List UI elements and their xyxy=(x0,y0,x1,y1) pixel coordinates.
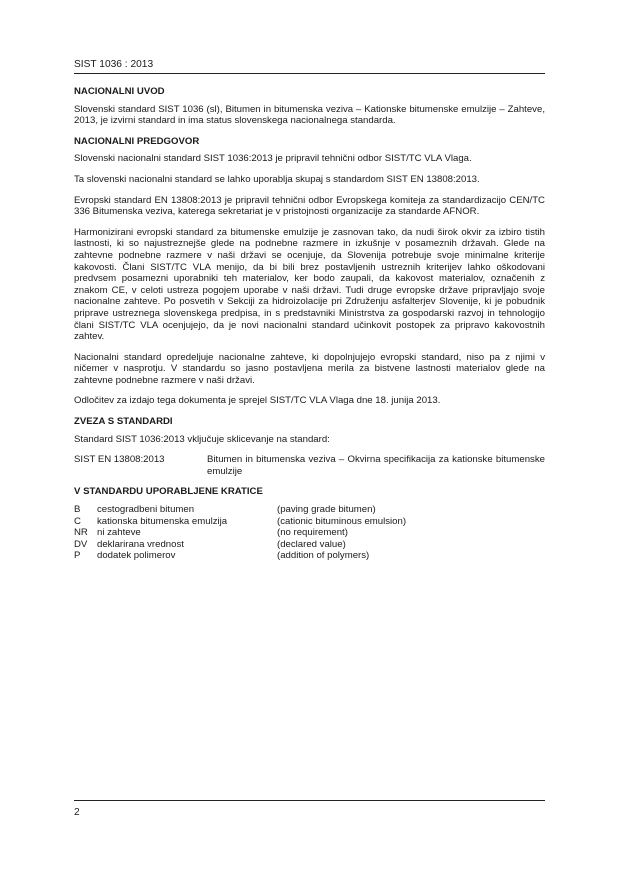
paragraph: Nacionalni standard opredeljuje nacionalne zahteve, ki dopolnjujejo evropski standard, niso pa z njimi v ničemer v nasprotju. V standardu so jasno postavljena merila za bistvene lastnosti materialov glede na zahtevne podnebne razmere v naši državi. xyxy=(74,351,545,386)
paragraph: Slovenski nacionalni standard SIST 1036:2013 je pripravil tehnični odbor SIST/TC VLA Vlaga. xyxy=(74,153,472,165)
page-number: 2 xyxy=(74,807,80,818)
abbr-slovene: ni zahteve xyxy=(97,527,141,539)
table-row xyxy=(74,527,406,539)
standard-reference xyxy=(74,454,545,477)
abbr-slovene: cestogradbeni bitumen xyxy=(97,504,195,516)
header-doc-id: SIST 1036 : 2013 xyxy=(74,59,154,70)
abbr-code: NR xyxy=(74,527,88,539)
paragraph: Standard SIST 1036:2013 vključuje sklicevanje na standard: xyxy=(74,433,330,445)
abbr-slovene: dodatek polimerov xyxy=(97,550,176,562)
abbr-code: C xyxy=(74,515,81,527)
abbr-code: B xyxy=(74,504,81,516)
table-row xyxy=(74,516,406,528)
abbr-english: (declared value) xyxy=(277,538,346,550)
table-row xyxy=(74,550,406,562)
abbr-english: (addition of polymers) xyxy=(277,550,370,562)
paragraph: Evropski standard EN 13808:2013 je pripravil tehnični odbor Evropskega komiteja za standardizacijo CEN/TC 336 Bitumenska veziva, katerega sekretariat je v pristojnosti organizacije za standarde AFNOR. xyxy=(74,194,545,218)
abbr-english: (no requirement) xyxy=(277,527,348,539)
heading-nacionalni-uvod: NACIONALNI UVOD xyxy=(74,86,165,97)
page-footer xyxy=(74,800,545,818)
abbr-english: (paving grade bitumen) xyxy=(277,504,376,516)
running-header xyxy=(74,59,545,74)
heading-nacionalni-predgovor: NACIONALNI PREDGOVOR xyxy=(74,135,200,147)
abbr-english: (cationic bituminous emulsion) xyxy=(277,515,407,527)
paragraph: Harmonizirani evropski standard za bitumenske emulzije je zasnovan tako, da nudi širok okvir za izbiro tistih lastnosti, ki so najustreznejše glede na podnebne razmere in izkušnje v posameznih državah. Glede na zahtevne podnebne razmere v naši državi se ocenjuje, da Slovenija potrebuje svoje minimalne kriterije kakovosti. Člani SIST/TC VLA menijo, da bi bili brez postavljenih ustreznih kriterijev lahko oškodovani predvsem posamezni uporabniki teh materialov, ker bodo zaupali, da kakovost materialov, označenih z znakom CE, v celoti ustreza pogojem uporabe v naši državi. Tudi druge evropske države pripravljajo svoje nacionalne zahteve. Po posvetih v Sekciji za hidroizolacije pri Združenju asfalterjev Slovenije, ki je pobudnik priprave ustreznega slovenskega predpisa, in s predstavniki Ministrstva za gospodarski razvoj in tehnologijo člani SIST/TC VLA ocenjujejo, da je novi nacionalni standard učinkovit postopek za pripravo kakovostnih zahtev. xyxy=(74,226,545,343)
reference-code: SIST EN 13808:2013 xyxy=(74,454,165,466)
heading-kratice: V STANDARDU UPORABLJENE KRATICE xyxy=(74,486,263,498)
abbr-code: P xyxy=(74,550,81,562)
table-row xyxy=(74,504,406,516)
paragraph: Ta slovenski nacionalni standard se lahko uporablja skupaj s standardom SIST EN 13808:2013. xyxy=(74,173,480,185)
paragraph: Slovenski standard SIST 1036 (sl), Bitumen in bitumenska veziva – Kationske bitumenske emulzije – Zahteve, 2013, je izvirni standard in ima status slovenskega nacionalnega standarda. xyxy=(74,103,545,127)
abbr-slovene: deklarirana vrednost xyxy=(97,538,184,550)
heading-zveza-s-standardi: ZVEZA S STANDARDI xyxy=(74,416,173,428)
abbr-slovene: kationska bitumenska emulzija xyxy=(97,515,228,527)
paragraph: Odločitev za izdajo tega dokumenta je sprejel SIST/TC VLA Vlaga dne 18. junija 2013. xyxy=(74,395,441,407)
document-body xyxy=(74,86,545,562)
abbreviations-table xyxy=(74,504,406,562)
abbr-code: DV xyxy=(74,538,88,550)
reference-title: Bitumen in bitumenska veziva – Okvirna specifikacija za kationske bitumenske emulzije xyxy=(207,454,545,477)
table-row xyxy=(74,539,406,551)
